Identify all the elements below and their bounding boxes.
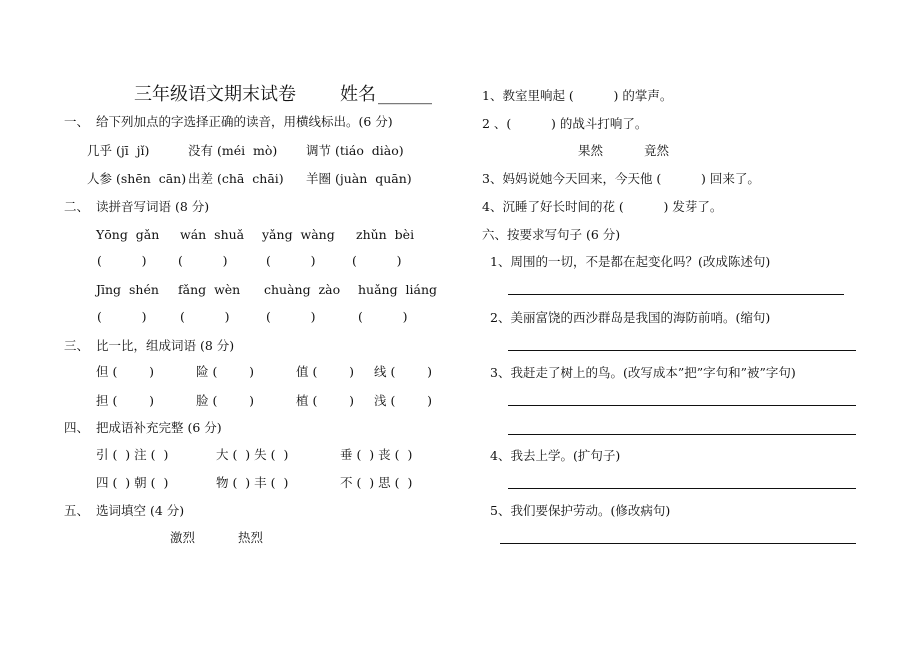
word-build-item[interactable]: 浅 ( ): [374, 393, 433, 408]
section-1-number: 一、: [64, 114, 90, 129]
rewrite-prompt: 2、美丽富饶的西沙群岛是我国的海防前哨。(缩句): [490, 310, 771, 325]
answer-blank[interactable]: ( ): [358, 309, 408, 324]
pronunciation-item[interactable]: 人参 (shēn cān): [87, 171, 187, 186]
section-2-heading: 读拼音写词语 (8 分): [96, 199, 210, 214]
idiom-item[interactable]: 不 ( ) 思 ( ): [340, 475, 413, 490]
answer-line[interactable]: [508, 488, 856, 489]
name-label: 姓名: [340, 84, 376, 105]
answer-blank[interactable]: ( ): [97, 309, 147, 324]
rewrite-prompt: 4、我去上学。(扩句子): [490, 448, 621, 463]
word-build-item[interactable]: 但 ( ): [96, 364, 155, 379]
idiom-item[interactable]: 引 ( ) 注 ( ): [96, 447, 169, 462]
pinyin-prompt: wán shuǎ: [180, 227, 245, 242]
answer-blank[interactable]: ( ): [266, 309, 316, 324]
idiom-item[interactable]: 物 ( ) 丰 ( ): [216, 475, 289, 490]
section-4-heading: 把成语补充完整 (6 分): [96, 420, 222, 435]
pinyin-prompt: zhǔn bèi: [356, 227, 415, 242]
fill-sentence[interactable]: 4、沉睡了好长时间的花 ( ) 发芽了。: [482, 199, 723, 214]
fill-sentence[interactable]: 2 、( ) 的战斗打响了。: [482, 116, 648, 131]
word-build-item[interactable]: 植 ( ): [296, 393, 355, 408]
section-1-heading: 给下列加点的字选择正确的读音，用横线标出。(6 分): [96, 114, 393, 129]
word-choice: 热烈: [238, 530, 264, 545]
word-build-item[interactable]: 值 ( ): [296, 364, 355, 379]
pinyin-prompt: chuàng zào: [264, 282, 341, 297]
answer-blank[interactable]: ( ): [178, 253, 228, 268]
exam-title: 三年级语文期末试卷: [134, 84, 296, 105]
section-3-heading: 比一比，组成词语 (8 分): [96, 338, 235, 353]
word-choice: 激烈: [170, 530, 196, 545]
section-3-number: 三、: [64, 338, 90, 353]
rewrite-prompt: 3、我赶走了树上的鸟。(改写成本”把”字句和”被”字句): [490, 365, 796, 380]
answer-line[interactable]: [500, 543, 856, 544]
rewrite-prompt: 1、周围的一切，不是都在起变化吗？(改成陈述句): [490, 254, 771, 269]
fill-sentence[interactable]: 3、妈妈说她今天回来，今天他 ( ) 回来了。: [482, 171, 760, 186]
answer-line[interactable]: [508, 405, 856, 406]
answer-line[interactable]: [508, 294, 844, 295]
idiom-item[interactable]: 大 ( ) 失 ( ): [216, 447, 289, 462]
word-choice: 竟然: [644, 143, 670, 158]
idiom-item[interactable]: 四 ( ) 朝 ( ): [96, 475, 169, 490]
pinyin-prompt: yǎng wàng: [262, 227, 335, 242]
rewrite-prompt: 5、我们要保护劳动。(修改病句): [490, 503, 671, 518]
pronunciation-item[interactable]: 没有 (méi mò): [188, 143, 278, 158]
idiom-item[interactable]: 垂 ( ) 丧 ( ): [340, 447, 413, 462]
answer-blank[interactable]: ( ): [180, 309, 230, 324]
section-2-number: 二、: [64, 199, 90, 214]
name-blank[interactable]: ______: [378, 84, 432, 105]
word-build-item[interactable]: 险 ( ): [196, 364, 255, 379]
fill-sentence[interactable]: 1、教室里响起 ( ) 的掌声。: [482, 88, 673, 103]
word-choice: 果然: [578, 143, 604, 158]
answer-blank[interactable]: ( ): [97, 253, 147, 268]
pronunciation-item[interactable]: 出差 (chā chāi): [188, 171, 284, 186]
section-4-number: 四、: [64, 420, 90, 435]
answer-line[interactable]: [508, 434, 856, 435]
section-5-heading: 选词填空 (4 分): [96, 503, 185, 518]
answer-line[interactable]: [508, 350, 856, 351]
word-build-item[interactable]: 线 ( ): [374, 364, 433, 379]
pinyin-prompt: huǎng liáng: [358, 282, 438, 297]
pronunciation-item[interactable]: 调节 (tiáo diào): [306, 143, 404, 158]
section-5-number: 五、: [64, 503, 90, 518]
pinyin-prompt: Yōng gǎn: [96, 227, 160, 242]
word-build-item[interactable]: 担 ( ): [96, 393, 155, 408]
section-6-heading: 六、按要求写句子 (6 分): [482, 227, 621, 242]
pinyin-prompt: Jīng shén: [96, 282, 159, 297]
pronunciation-item[interactable]: 几乎 (jī jǐ): [87, 143, 150, 158]
answer-blank[interactable]: ( ): [266, 253, 316, 268]
word-build-item[interactable]: 脸 ( ): [196, 393, 255, 408]
pinyin-prompt: fǎng wèn: [178, 282, 241, 297]
answer-blank[interactable]: ( ): [352, 253, 402, 268]
pronunciation-item[interactable]: 羊圈 (juàn quān): [306, 171, 412, 186]
